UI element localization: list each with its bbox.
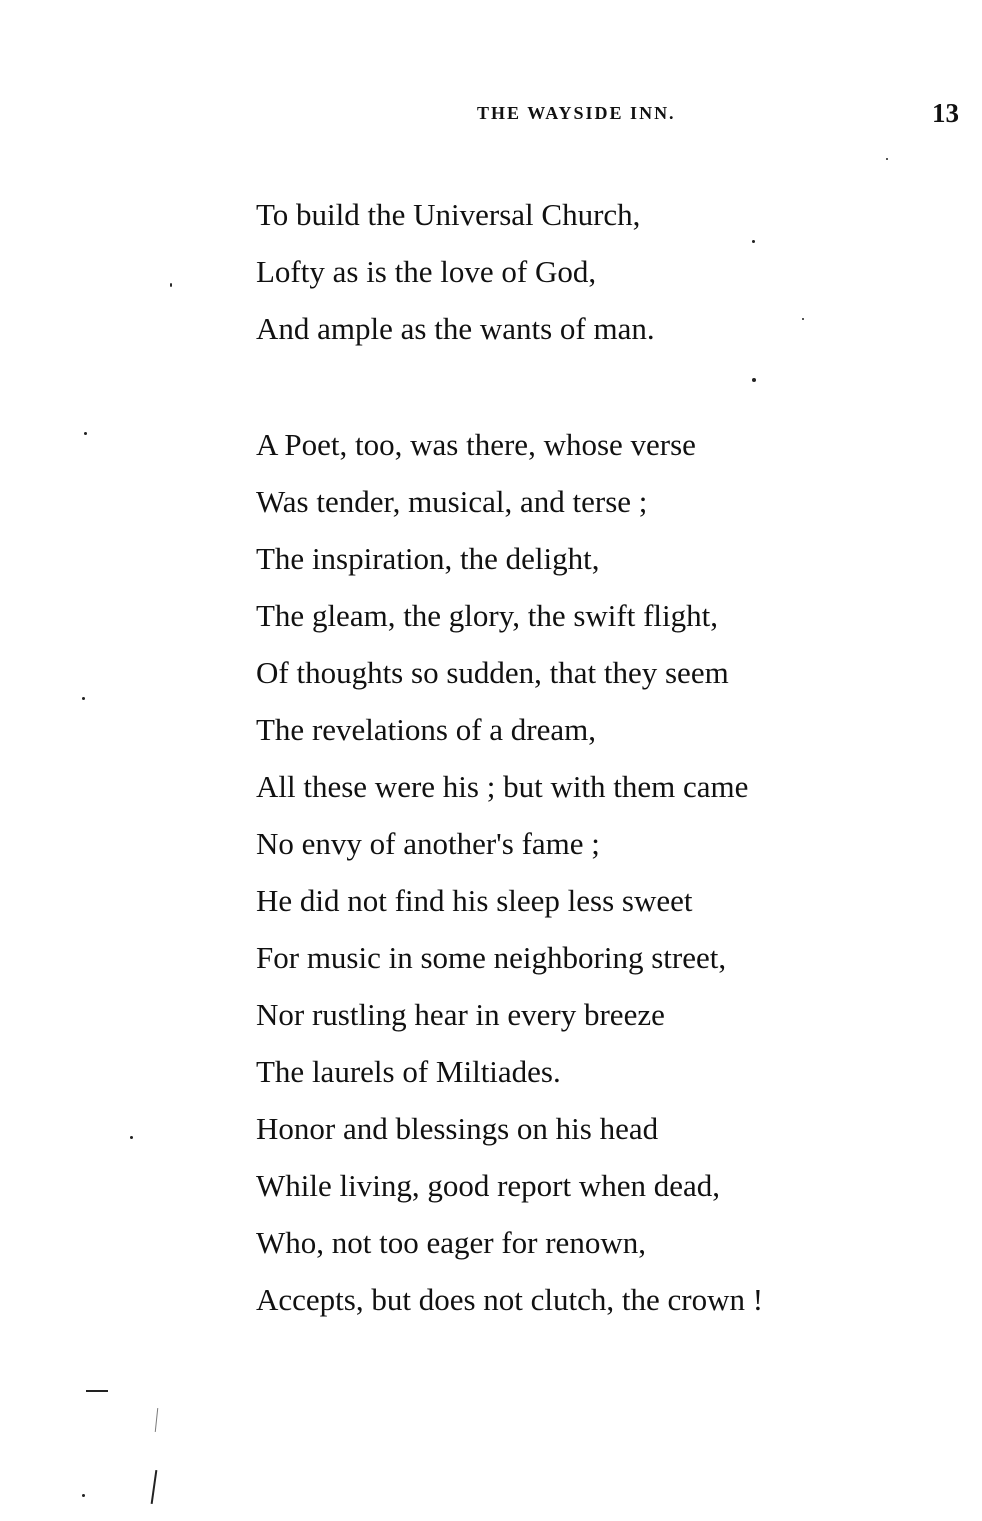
- verse-line: The gleam, the glory, the swift flight,: [256, 598, 719, 633]
- verse-line: Honor and blessings on his head: [256, 1111, 659, 1146]
- running-head-title: THE WAYSIDE INN.: [477, 103, 676, 123]
- page-number: 13: [932, 98, 959, 128]
- verse-line: And ample as the wants of man.: [256, 311, 655, 346]
- verse-line: Of thoughts so sudden, that they seem: [256, 655, 729, 690]
- scan-speck: [752, 378, 756, 382]
- verse-line: No envy of another's fame ;: [256, 826, 600, 861]
- scan-speck: [130, 1136, 133, 1139]
- verse-line: A Poet, too, was there, whose verse: [256, 427, 696, 462]
- scan-mark: [86, 1390, 108, 1392]
- verse-line: The inspiration, the delight,: [256, 541, 600, 576]
- scan-speck: [752, 240, 755, 243]
- verse-line: To build the Universal Church,: [256, 197, 641, 232]
- verse-line: Nor rustling hear in every breeze: [256, 997, 665, 1032]
- stanza-1: [256, 186, 655, 357]
- verse-line: The revelations of a dream,: [256, 712, 596, 747]
- scan-speck: [82, 697, 85, 700]
- verse-line: Accepts, but does not clutch, the crown !: [256, 1282, 764, 1317]
- verse-line: Who, not too eager for renown,: [256, 1225, 646, 1260]
- verse-line: While living, good report when dead,: [256, 1168, 721, 1203]
- scan-mark: [155, 1408, 159, 1432]
- stanza-2: [256, 416, 763, 1328]
- scan-speck: [84, 432, 87, 435]
- verse-line: All these were his ; but with them came: [256, 769, 749, 804]
- verse-line: He did not find his sleep less sweet: [256, 883, 693, 918]
- scan-mark: [151, 1470, 158, 1504]
- scan-speck: [82, 1494, 85, 1497]
- scan-speck: [802, 318, 804, 320]
- scan-speck: [170, 283, 172, 287]
- scan-speck: [886, 158, 888, 160]
- verse-line: The laurels of Miltiades.: [256, 1054, 561, 1089]
- verse-line: For music in some neighboring street,: [256, 940, 727, 975]
- verse-line: Lofty as is the love of God,: [256, 254, 597, 289]
- verse-line: Was tender, musical, and terse ;: [256, 484, 648, 519]
